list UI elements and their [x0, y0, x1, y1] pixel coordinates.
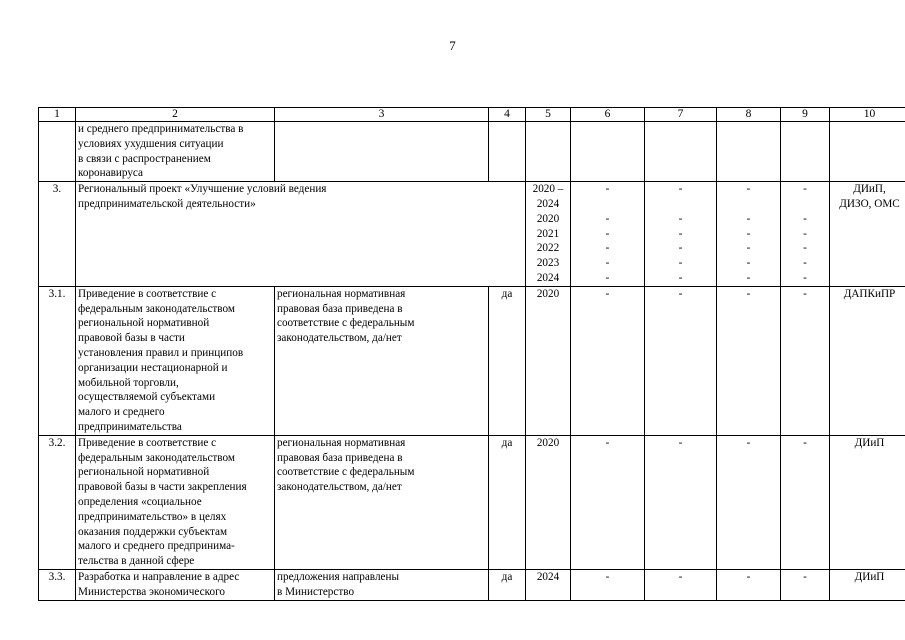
column-number: 10: [830, 108, 905, 122]
column-number: 4: [489, 108, 526, 122]
value-cell: -: [781, 286, 830, 435]
column-number: 2: [76, 108, 275, 122]
row-number: 3.3.: [39, 569, 76, 600]
project-col7: - - - - - -: [645, 182, 717, 287]
value-cell: -: [717, 286, 781, 435]
indicator-value: да: [489, 435, 526, 569]
project-col6: - - - - - -: [571, 182, 645, 287]
action-text: Разработка и направление в адрес Министерства экономического: [76, 569, 275, 600]
column-number: 6: [571, 108, 645, 122]
responsible-cell: ДИиП: [830, 435, 905, 569]
continuation-text: и среднего предпринимательства в условиях ухудшения ситуации в связи с распространением коронавируса: [76, 122, 275, 182]
value-cell: -: [781, 435, 830, 569]
value-cell: -: [717, 435, 781, 569]
value-cell: -: [645, 569, 717, 600]
column-number: 7: [645, 108, 717, 122]
project-row: [39, 182, 905, 287]
page-number: 7: [449, 38, 456, 53]
value-cell: -: [645, 286, 717, 435]
project-title: Региональный проект «Улучшение условий ведения предпринимательской деятельности»: [76, 182, 526, 287]
year-cell: 2024: [526, 569, 571, 600]
column-number: 1: [39, 108, 76, 122]
value-cell: -: [571, 435, 645, 569]
responsible-cell: ДИиП: [830, 569, 905, 600]
indicator-value: да: [489, 286, 526, 435]
indicator-text: предложения направлены в Министерство: [275, 569, 489, 600]
row-number: 3.1.: [39, 286, 76, 435]
project-years: 2020 – 2024 2020 2021 2022 2023 2024: [526, 182, 571, 287]
project-col8: - - - - - -: [717, 182, 781, 287]
table-row: [39, 286, 905, 435]
action-text: Приведение в соответствие с федеральным законодательством региональной нормативной правовой базы в части закрепления определения «социальное предпринимательство» в целях оказания поддержки субъектам малого и среднего предпринима- тельства в данной сфере: [76, 435, 275, 569]
column-number: 3: [275, 108, 489, 122]
year-cell: 2020: [526, 435, 571, 569]
column-number: 9: [781, 108, 830, 122]
plan-table: [38, 107, 905, 601]
value-cell: -: [781, 569, 830, 600]
table-row: [39, 435, 905, 569]
value-cell: -: [571, 569, 645, 600]
column-number: 5: [526, 108, 571, 122]
value-cell: -: [571, 286, 645, 435]
column-number: 8: [717, 108, 781, 122]
continuation-row: [39, 122, 905, 182]
column-number-row: [39, 108, 905, 122]
row-number: 3.2.: [39, 435, 76, 569]
table-row: [39, 569, 905, 600]
project-responsible: ДИиП, ДИЗО, ОМС: [830, 182, 905, 287]
action-text: Приведение в соответствие с федеральным законодательством региональной нормативной правовой базы в части установления правил и принципов организации нестационарной и мобильной торговли, осуществляемой субъектами малого и среднего предпринимательства: [76, 286, 275, 435]
project-col9: - - - - - -: [781, 182, 830, 287]
value-cell: -: [717, 569, 781, 600]
value-cell: -: [645, 435, 717, 569]
indicator-text: региональная нормативная правовая база приведена в соответствие с федеральным законодательством, да/нет: [275, 286, 489, 435]
responsible-cell: ДАПКиПР: [830, 286, 905, 435]
row-number: 3.: [39, 182, 76, 287]
indicator-value: да: [489, 569, 526, 600]
year-cell: 2020: [526, 286, 571, 435]
indicator-text: региональная нормативная правовая база приведена в соответствие с федеральным законодательством, да/нет: [275, 435, 489, 569]
